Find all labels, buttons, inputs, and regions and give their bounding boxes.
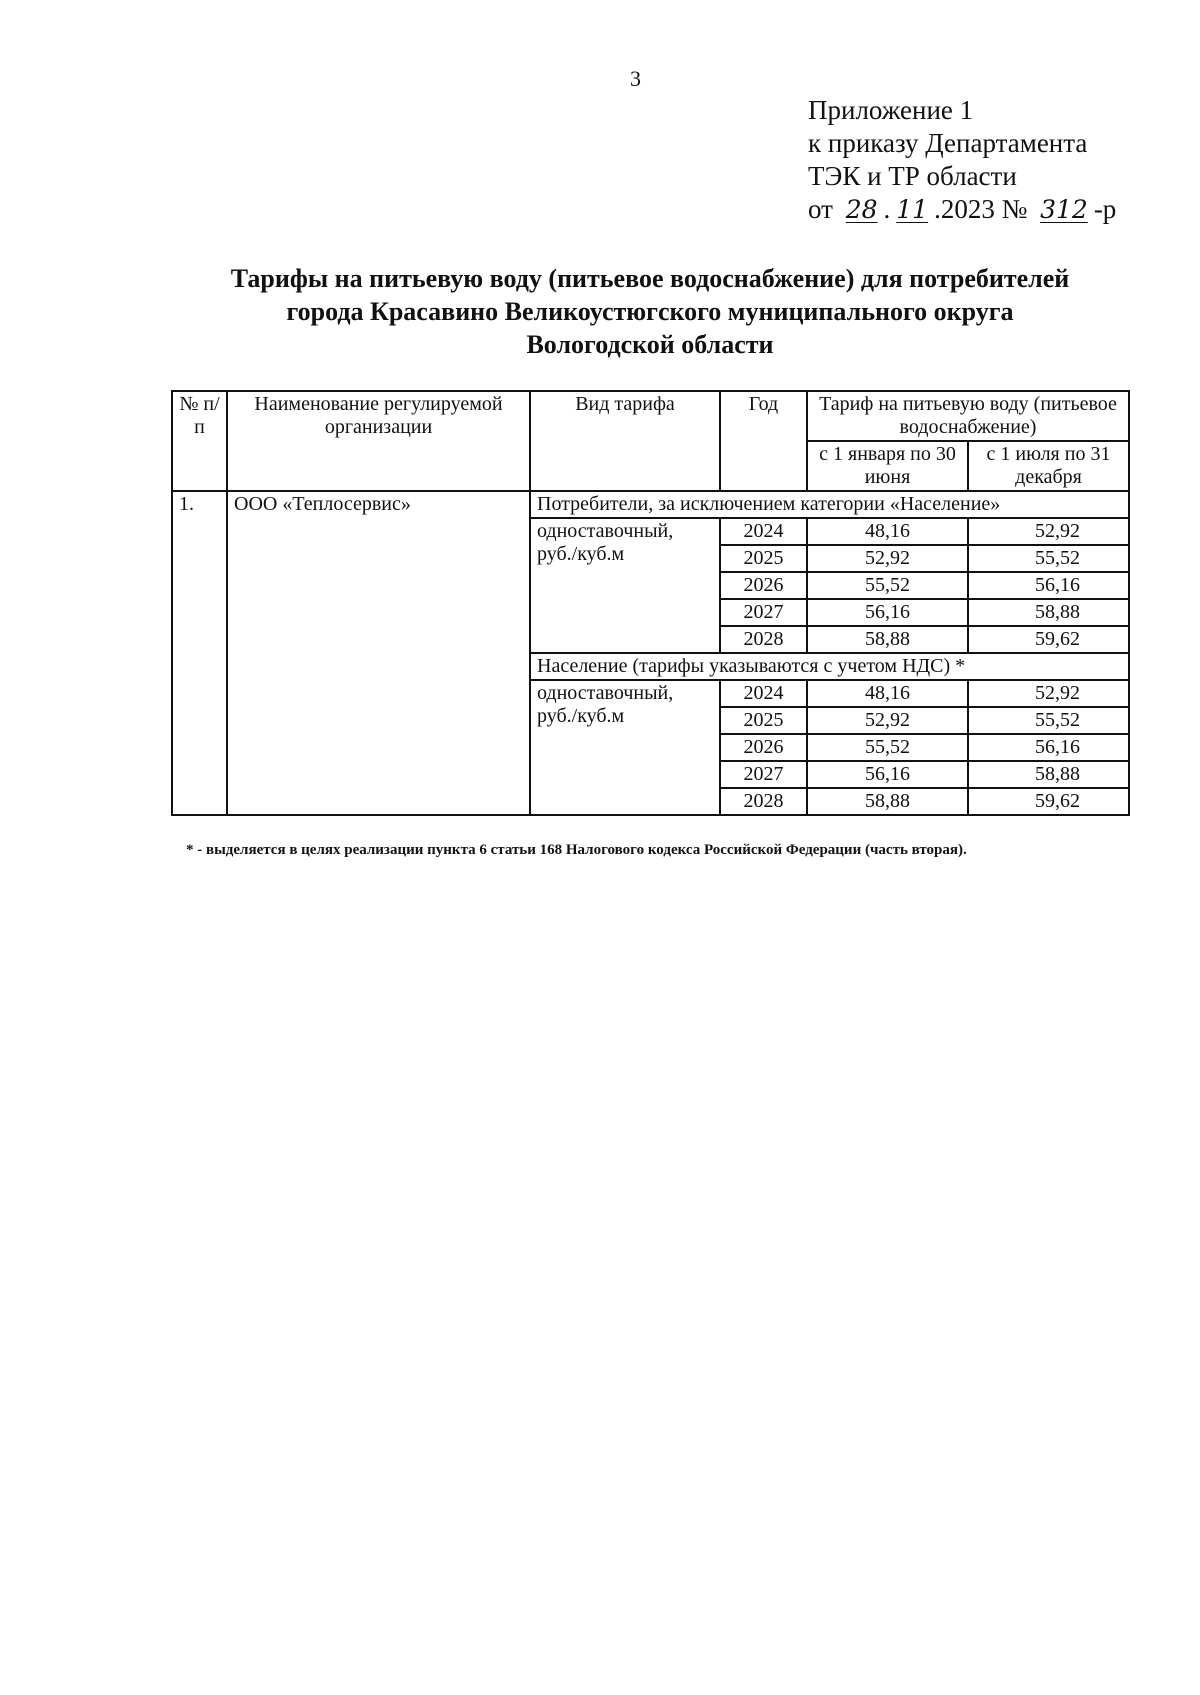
header-row-1 [172, 391, 1129, 441]
appendix-date-line [808, 193, 1116, 226]
tariff-h2-cell: 52,92 [968, 518, 1129, 545]
tariff-h1-cell: 58,88 [807, 788, 968, 815]
header-org: Наименование регулируемой организации [227, 391, 530, 491]
tariff-h1-cell: 52,92 [807, 707, 968, 734]
year-cell: 2026 [720, 572, 807, 599]
footnote: * - выделяется в целях реализации пункта 6 статьи 168 Налогового кодекса Российской Федерации (часть вторая). [186, 842, 967, 858]
handwritten-day: 28 [845, 195, 878, 224]
tariff-h2-cell: 56,16 [968, 734, 1129, 761]
tariff-table [171, 390, 1130, 816]
document-title [170, 262, 1130, 361]
year-cell: 2027 [720, 761, 807, 788]
year-cell: 2024 [720, 680, 807, 707]
tariff-h1-cell: 48,16 [807, 680, 968, 707]
tariff-h1-cell: 55,52 [807, 734, 968, 761]
year-cell: 2025 [720, 707, 807, 734]
header-tariff: Тариф на питьевую воду (питьевое водоснабжение) [807, 391, 1129, 441]
tariff-h2-cell: 59,62 [968, 626, 1129, 653]
appendix-line-1: Приложение 1 [808, 95, 974, 125]
year-cell: 2024 [720, 518, 807, 545]
year-cell: 2028 [720, 788, 807, 815]
category-label: Население (тарифы указываются с учетом НДС) * [530, 653, 1129, 680]
tariff-h1-cell: 56,16 [807, 761, 968, 788]
year-cell: 2027 [720, 599, 807, 626]
title-line-1: Тарифы на питьевую воду (питьевое водоснабжение) для потребителей [230, 264, 1070, 293]
header-period-1: с 1 января по 30 июня [807, 441, 968, 491]
organization-name: ООО «Теплосервис» [227, 491, 530, 815]
date-separator: . [883, 194, 891, 224]
header-year: Год [720, 391, 807, 491]
tariff-h1-cell: 58,88 [807, 626, 968, 653]
appendix-line-2: к приказу Департамента [808, 128, 1088, 158]
appendix-line-3: ТЭК и ТР области [808, 161, 1017, 191]
date-prefix: от [808, 194, 833, 224]
appendix-block [808, 94, 1116, 226]
tariff-h2-cell: 58,88 [968, 599, 1129, 626]
date-year: .2023 № [934, 194, 1028, 224]
title-line-3: Вологодской области [526, 330, 774, 359]
tariff-h2-cell: 58,88 [968, 761, 1129, 788]
header-num: № п/п [172, 391, 227, 491]
tariff-h2-cell: 56,16 [968, 572, 1129, 599]
category-row [172, 491, 1129, 518]
handwritten-month: 11 [896, 195, 929, 224]
tariff-h1-cell: 56,16 [807, 599, 968, 626]
tariff-h1-cell: 55,52 [807, 572, 968, 599]
header-period-2: с 1 июля по 31 декабря [968, 441, 1129, 491]
year-cell: 2028 [720, 626, 807, 653]
tariff-h2-cell: 52,92 [968, 680, 1129, 707]
year-cell: 2026 [720, 734, 807, 761]
page-number: 3 [630, 66, 641, 91]
tariff-h1-cell: 52,92 [807, 545, 968, 572]
title-line-2: города Красавино Великоустюгского муниципального округа [286, 297, 1014, 326]
tariff-h2-cell: 55,52 [968, 545, 1129, 572]
header-type: Вид тарифа [530, 391, 720, 491]
year-cell: 2025 [720, 545, 807, 572]
row-number: 1. [172, 491, 227, 815]
tariff-h2-cell: 55,52 [968, 707, 1129, 734]
tariff-h2-cell: 59,62 [968, 788, 1129, 815]
tariff-h1-cell: 48,16 [807, 518, 968, 545]
tariff-type: одноставочный, руб./куб.м [530, 518, 720, 653]
handwritten-order-number: 312 [1040, 195, 1088, 224]
tariff-type: одноставочный, руб./куб.м [530, 680, 720, 815]
category-label: Потребители, за исключением категории «Население» [530, 491, 1129, 518]
order-suffix: -р [1093, 194, 1117, 224]
